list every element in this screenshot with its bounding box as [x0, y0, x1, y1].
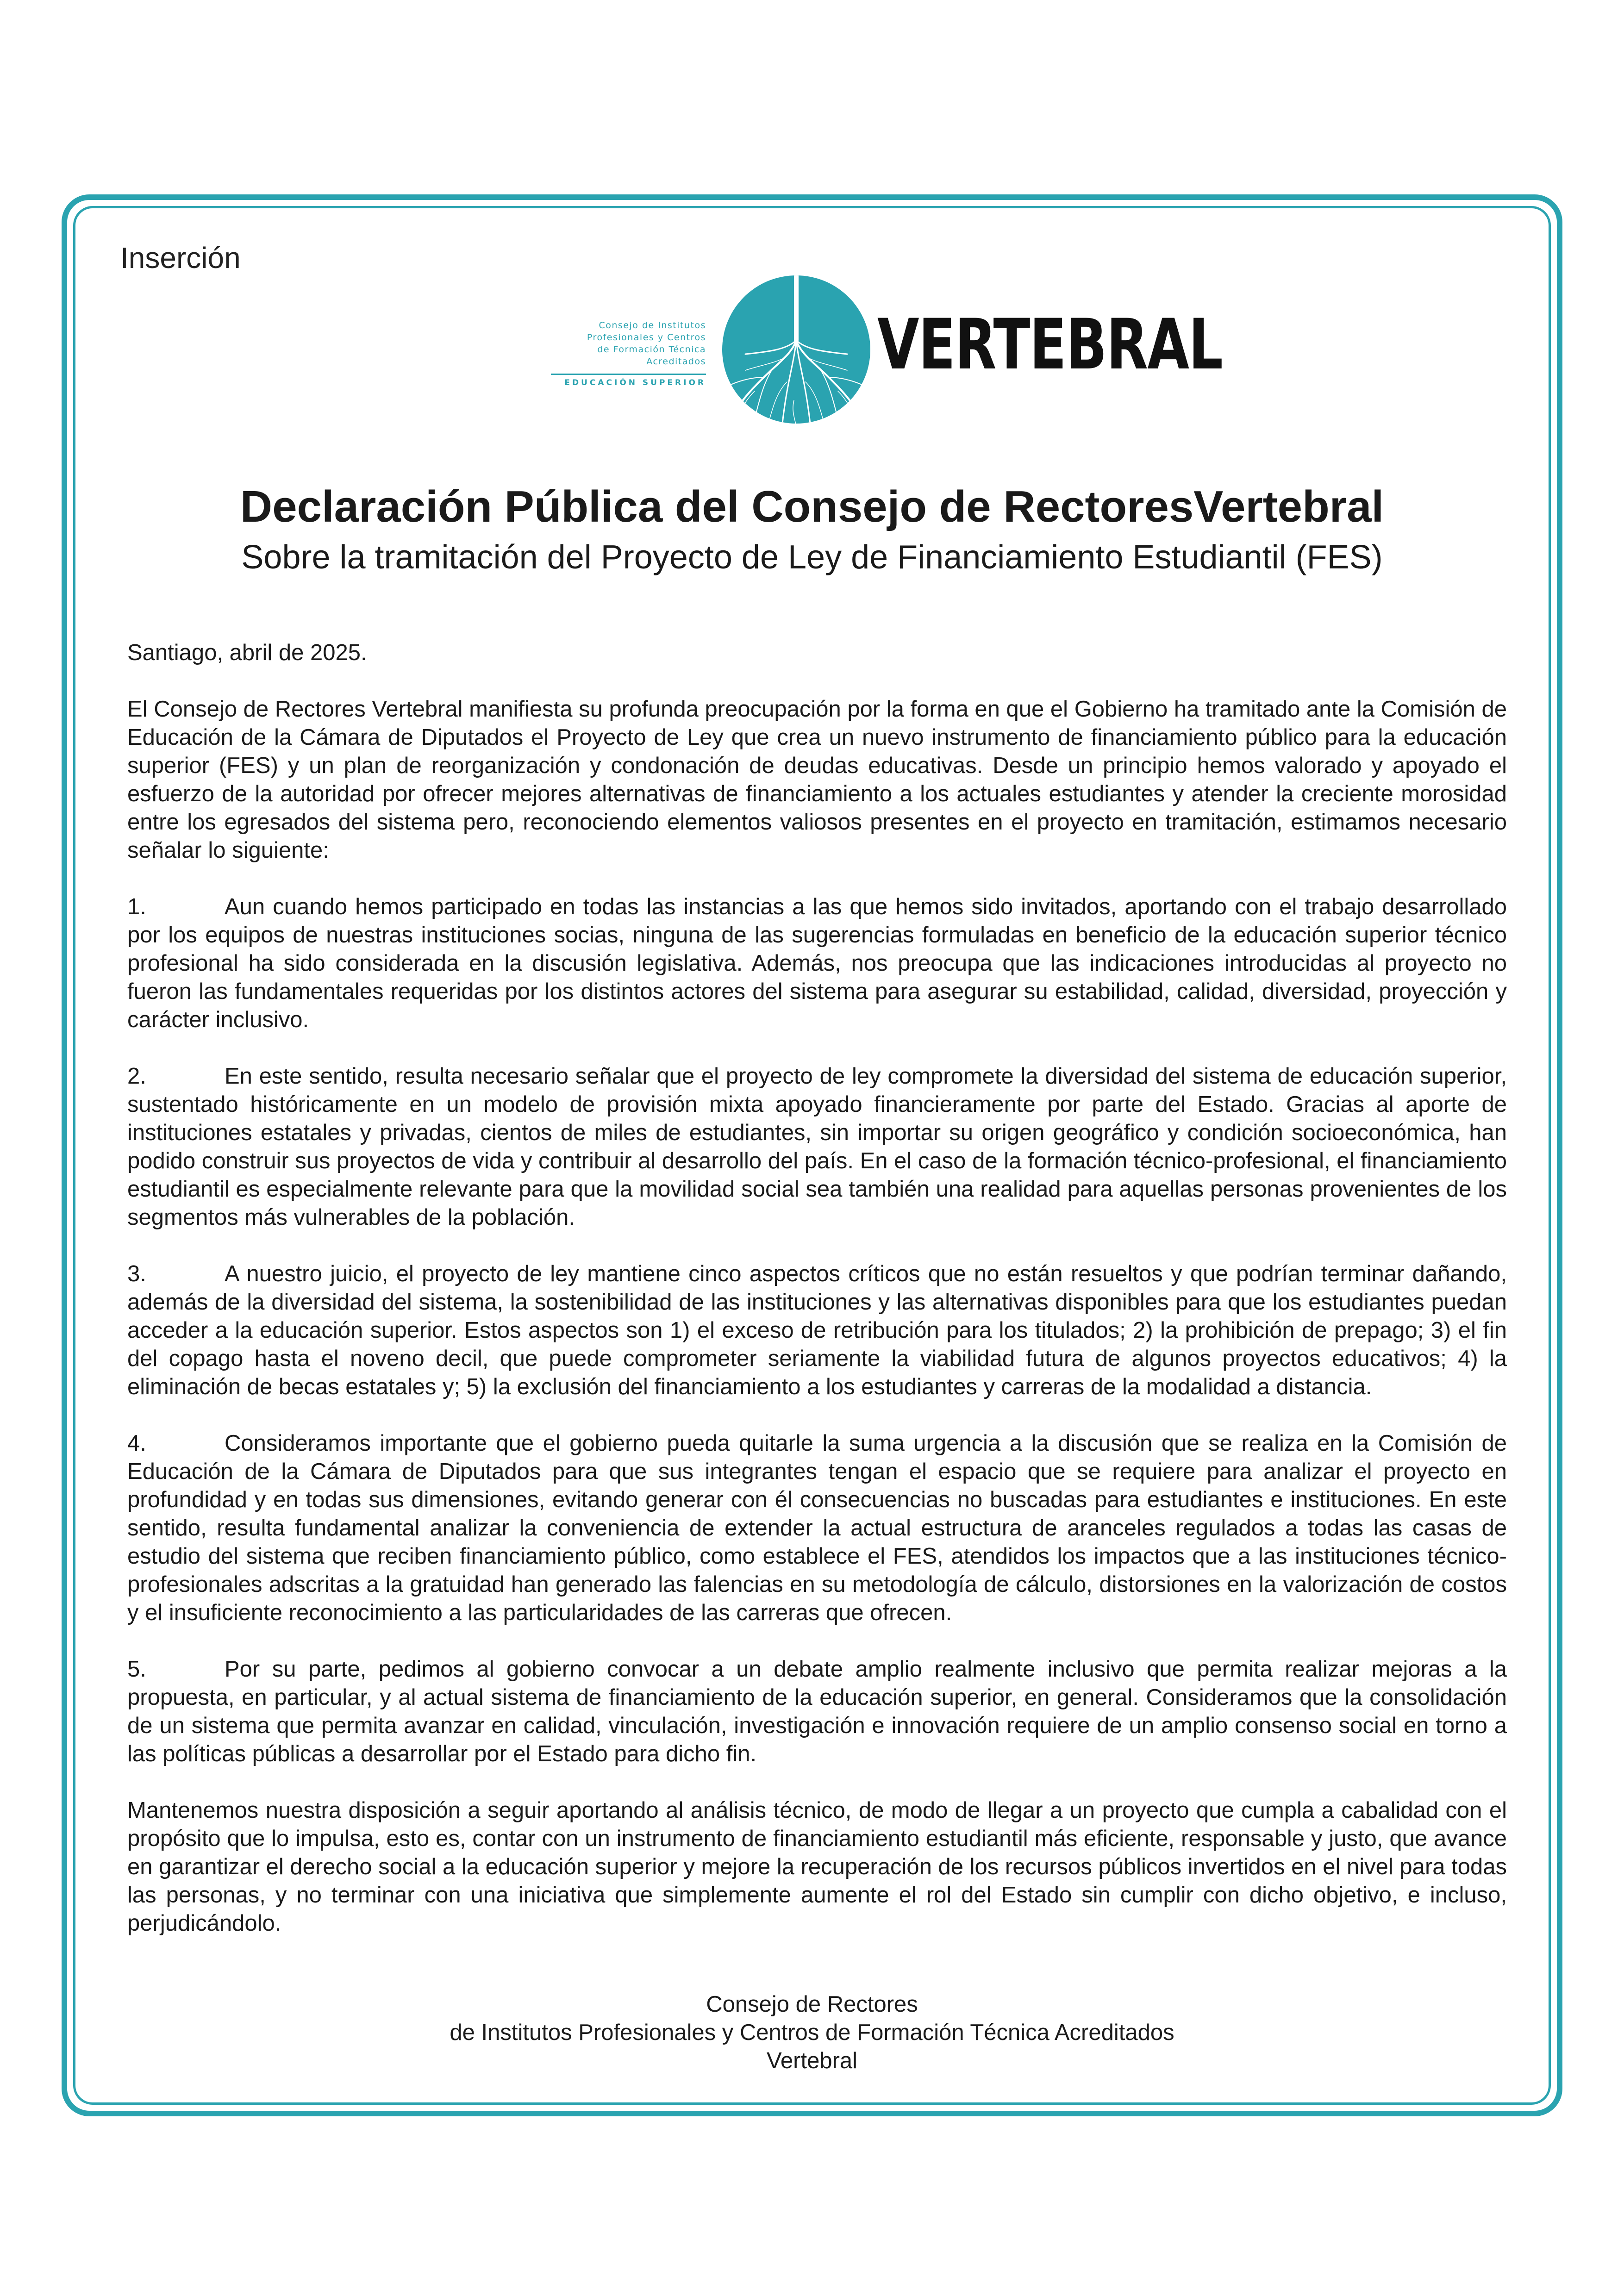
- logo-caption: [546, 319, 706, 368]
- closing-paragraph: Mantenemos nuestra disposición a seguir aportando al análisis técnico, de modo de llegar a un proyecto que cumpla a cabalidad con el propósito que lo impulsa, esto es, contar con un instrumento de financiamiento estudiantil más eficiente, responsable y justo, que avance en garantizar el derecho social a la educación superior y mejore la recuperación de los recursos públicos invertidos en el nivel para todas las personas, y no terminar con una iniciativa que simplemente aumente el rol del Estado sin cumplir con dicho objetivo, e incluso, perjudicándolo.: [127, 1798, 1507, 1936]
- logo-caption-line: Consejo de Institutos: [599, 320, 706, 331]
- signature-line: de Institutos Profesionales y Centros de Formación Técnica Acreditados: [450, 2020, 1174, 2045]
- point-number: 5.: [127, 1657, 146, 1682]
- numbered-point: [127, 1429, 1507, 1627]
- intro-paragraph: El Consejo de Rectores Vertebral manifiesta su profunda preocupación por la forma en que el Gobierno ha tramitado ante la Comisión de Educación de la Cámara de Diputados el Proyecto de Ley que crea un nuevo instrumento de financiamiento público para la educación superior (FES) y un plan de reorganización y condonación de deudas educativas. Desde un principio hemos valorado y apoyado el esfuerzo de la autoridad por ofrecer mejores alternativas de financiamiento a los actuales estudiantes y atender la creciente morosidad entre los egresados del sistema pero, reconociendo elementos valiosos presentes en el proyecto en tramitación, estimamos necesario señalar lo siguiente:: [127, 697, 1507, 863]
- signature-block: [74, 1990, 1550, 2075]
- logo-divider: [551, 374, 706, 375]
- tree-roots-icon: [718, 271, 875, 428]
- point-text: Por su parte, pedimos al gobierno convocar a un debate amplio realmente inclusivo que permita realizar mejoras a la propuesta, en particular, y al actual sistema de financiamiento de la educación superior, en general. Consideramos que la consolidación de un sistema que permita avanzar en calidad, vinculación, investigación e innovación requiere de un amplio consenso social en torno a las políticas públicas a desarrollar por el Estado para dicho fin.: [127, 1657, 1507, 1766]
- logo-caption-line: de Formación Técnica: [597, 344, 706, 355]
- logo-wordmark: VERTEBRAL: [877, 305, 1223, 385]
- signature-line: Consejo de Rectores: [706, 1992, 918, 2017]
- point-number: 2.: [127, 1064, 146, 1089]
- numbered-point: [127, 893, 1507, 1034]
- page-subtitle: Sobre la tramitación del Proyecto de Ley de Financiamiento Estudiantil (FES): [241, 539, 1383, 576]
- numbered-point: [127, 1260, 1507, 1401]
- point-number: 1.: [127, 894, 146, 919]
- signature-line: Vertebral: [766, 2048, 858, 2073]
- logo-caption-line: Acreditados: [646, 356, 706, 367]
- point-text: Aun cuando hemos participado en todas las instancias a las que hemos sido invitados, aportando con el trabajo desarrollado por los equipos de nuestras instituciones socias, ninguna de las sugerencias formuladas en beneficio de la educación superior técnico profesional ha sido considerada en la discusión legislativa. Además, nos preocupa que las indicaciones introducidas al proyecto no fueron las fundamentales requeridas por los distintos actores del sistema para asegurar su estabilidad, calidad, diversidad, proyección y carácter inclusivo.: [127, 894, 1507, 1032]
- numbered-point: [127, 1062, 1507, 1232]
- point-text: Consideramos importante que el gobierno pueda quitarle la suma urgencia a la discusión que se realiza en la Comisión de Educación de la Cámara de Diputados para que sus integrantes tengan el espacio que se requiere para analizar el proyecto en profundidad y en todas sus dimensiones, evitando generar con él consecuencias no buscadas para estudiantes e instituciones. En este sentido, resulta fundamental analizar la conveniencia de extender la actual estructura de aranceles regulados a todas las casas de estudio del sistema que reciben financiamiento público, como establece el FES, atendidos los impactos que a las instituciones técnico-profesionales adscritas a la gratuidad han generado las falencias en su metodología de cálculo, distorsiones en la valorización de costos y el insuficiente reconocimiento a las particularidades de las carreras que ofrecen.: [127, 1431, 1507, 1625]
- point-text: A nuestro juicio, el proyecto de ley mantiene cinco aspectos críticos que no están resueltos y que podrían terminar dañando, además de la diversidad del sistema, la sostenibilidad de las instituciones y las alternativas disponibles para que los estudiantes puedan acceder a la educación superior. Estos aspectos son 1) el exceso de retribución para los titulados; 2) la prohibición de prepago; 3) el fin del copago hasta el noveno decil, que puede comprometer seriamente la viabilidad futura de algunos proyectos educativos; 4) la eliminación de becas estatales y; 5) la exclusión del financiamiento a los estudiantes y carreras de la modalidad a distancia.: [127, 1261, 1507, 1399]
- page-title: Declaración Pública del Consejo de RectoresVertebral: [240, 482, 1384, 531]
- point-number: 4.: [127, 1431, 146, 1456]
- insertion-label: Inserción: [120, 241, 241, 274]
- logo-caption-line: Profesionales y Centros: [587, 332, 706, 343]
- vertebral-logo: [546, 271, 1223, 428]
- logo-caption-sub: EDUCACIÓN SUPERIOR: [564, 378, 706, 387]
- numbered-point: [127, 1655, 1507, 1768]
- point-number: 3.: [127, 1261, 146, 1286]
- date-line: Santiago, abril de 2025.: [127, 640, 367, 665]
- point-text: En este sentido, resulta necesario señalar que el proyecto de ley compromete la diversidad del sistema de educación superior, sustentado históricamente en un modelo de provisión mixta apoyado financieramente por parte del Estado. Gracias al aporte de instituciones estatales y privadas, cientos de miles de estudiantes, sin importar su origen geográfico y condición socioeconómica, han podido construir sus proyectos de vida y contribuir al desarrollo del país. En el caso de la formación técnico-profesional, el financiamiento estudiantil es especialmente relevante para que la movilidad social sea también una realidad para aquellas personas provenientes de los segmentos más vulnerables de la población.: [127, 1064, 1507, 1230]
- declaration-body: [127, 639, 1507, 1966]
